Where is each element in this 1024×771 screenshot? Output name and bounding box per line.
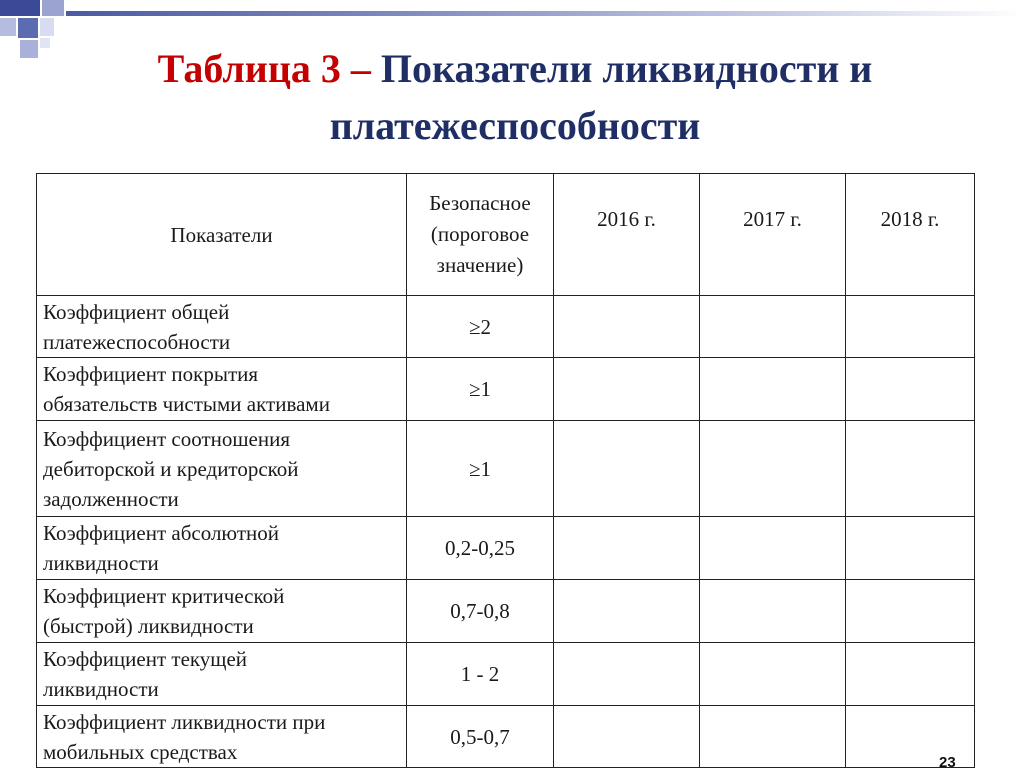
indicator-name-line: Коэффициент покрытия (43, 362, 259, 386)
title-text-line2: платежеспособности (329, 103, 701, 148)
table-row (37, 517, 975, 580)
header-threshold-line: значение) (436, 253, 524, 277)
indicator-name-line: мобильных средствах (43, 739, 238, 764)
row-value-2017 (700, 421, 846, 517)
title-table-label: Таблица 3 – (157, 46, 371, 91)
header-rule (66, 11, 1024, 16)
decor-square (20, 40, 38, 58)
row-value-2017 (700, 580, 846, 643)
indicator-name-line: Коэффициент абсолютной (43, 521, 279, 545)
header-threshold-line: (пороговое (430, 222, 530, 246)
row-value-2016 (554, 421, 700, 517)
row-indicator-name (37, 643, 407, 706)
indicator-name-line: обязательств чистыми активами (43, 392, 330, 416)
row-value-2018 (846, 643, 975, 706)
table-body (37, 296, 975, 768)
title-text: Показатели ликвидности и (370, 46, 873, 91)
row-value-2016 (554, 358, 700, 421)
row-threshold: ≥1 (407, 421, 554, 517)
indicator-name-line: платежеспособности (43, 329, 231, 354)
decor-square (42, 0, 64, 16)
table-row (37, 358, 975, 421)
row-value-2016 (554, 517, 700, 580)
row-value-2018 (846, 296, 975, 358)
row-value-2018 (846, 358, 975, 421)
table-row (37, 296, 975, 358)
row-value-2017 (700, 358, 846, 421)
table-header-row (37, 174, 975, 296)
row-indicator-name (37, 358, 407, 421)
row-threshold: 0,5-0,7 (407, 706, 554, 768)
row-value-2018 (846, 517, 975, 580)
indicator-name-line: Коэффициент ликвидности при (43, 709, 326, 734)
header-year-2016: 2016 г. (554, 174, 700, 296)
row-threshold: 0,2-0,25 (407, 517, 554, 580)
row-value-2017 (700, 296, 846, 358)
indicator-name-line: ликвидности (43, 677, 159, 701)
row-value-2016 (554, 580, 700, 643)
liquidity-table (36, 173, 975, 768)
decor-square (0, 0, 40, 16)
row-threshold: 1 - 2 (407, 643, 554, 706)
header-year-2018: 2018 г. (846, 174, 975, 296)
table-row (37, 580, 975, 643)
header-indicator: Показатели (37, 174, 407, 296)
row-threshold: 0,7-0,8 (407, 580, 554, 643)
row-threshold: ≥2 (407, 296, 554, 358)
row-indicator-name (37, 706, 407, 768)
row-value-2016 (554, 643, 700, 706)
indicator-name-line: (быстрой) ликвидности (43, 614, 254, 638)
indicator-name-line: ликвидности (43, 551, 159, 575)
row-value-2016 (554, 706, 700, 768)
row-value-2018 (846, 580, 975, 643)
indicator-name-line: Коэффициент общей (43, 299, 230, 324)
decor-square (40, 18, 54, 36)
slide-title (40, 40, 990, 154)
row-value-2018 (846, 421, 975, 517)
table-row (37, 706, 975, 768)
header-threshold-line: Безопасное (429, 191, 531, 215)
decor-square (0, 18, 16, 36)
page-number: 23 (939, 754, 956, 771)
row-indicator-name (37, 580, 407, 643)
indicator-name-line: Коэффициент критической (43, 584, 285, 608)
indicator-name-line: Коэффициент соотношения (43, 426, 290, 451)
row-value-2016 (554, 296, 700, 358)
header-threshold (407, 174, 554, 296)
row-threshold: ≥1 (407, 358, 554, 421)
decor-square (18, 18, 38, 38)
row-indicator-name (37, 517, 407, 580)
row-indicator-name (37, 421, 407, 517)
table-row (37, 643, 975, 706)
indicator-name-line: Коэффициент текущей (43, 647, 248, 671)
row-value-2017 (700, 517, 846, 580)
indicator-name-line: задолженности (43, 486, 179, 511)
header-year-2017: 2017 г. (700, 174, 846, 296)
row-value-2017 (700, 643, 846, 706)
row-indicator-name (37, 296, 407, 358)
table-row (37, 421, 975, 517)
row-value-2017 (700, 706, 846, 768)
indicator-name-line: дебиторской и кредиторской (43, 456, 299, 481)
